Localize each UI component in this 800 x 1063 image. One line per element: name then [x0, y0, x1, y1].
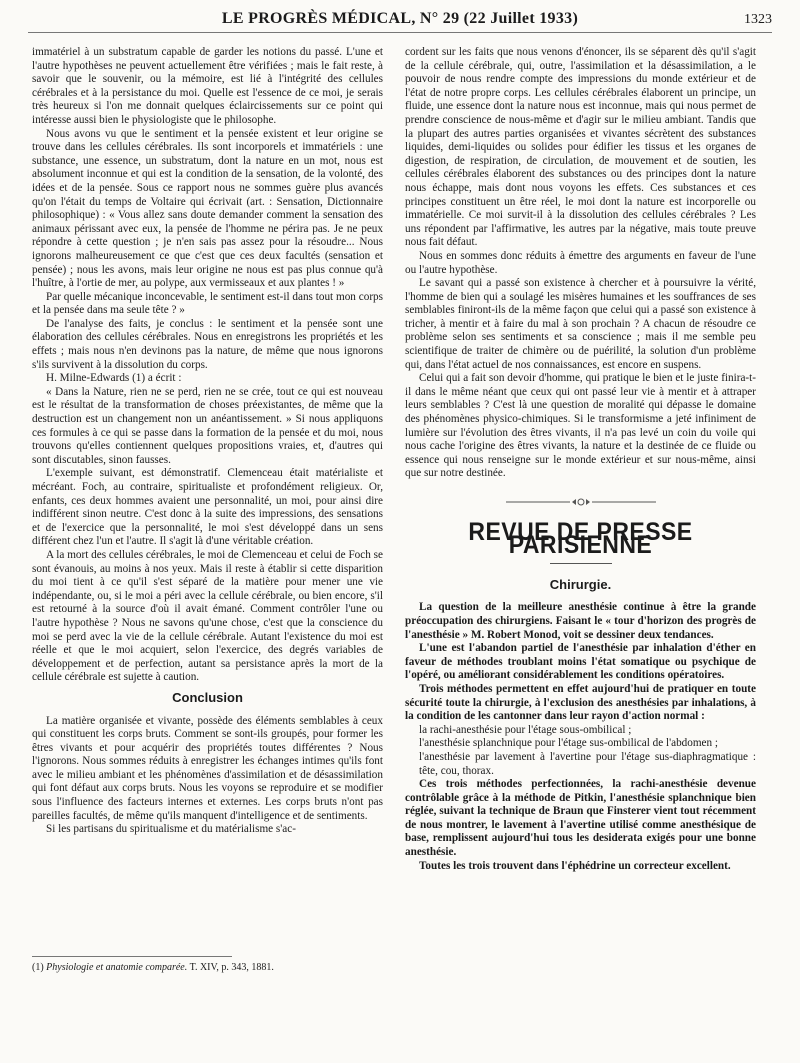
paragraph: L'exemple suivant, est démonstratif. Clemenceau était matérialiste et mécréant. Foch, au contraire, spiritualiste et profondément religieux. Or, enfants, ces deux hommes avaient une personnalité, un moi, pour ainsi dire indifférent sinon neutre. C'est donc à la suite des impressions, des sensations et de l'exercice que la personnalité, le moi s'est développé dans un sens différent chez l'un et l'autre. Il s'agit là d'une véritable création.: [32, 467, 383, 548]
paragraph: Nous avons vu que le sentiment et la pensée existent et leur origine se trouve dans les cellules cérébrales. Ils sont incorporels et immatériels : une substance, une essence, un substratum, dont la nature en un mot, nous est absolument inconnue et qui est la condition de la sensation, de la volonté, des idées et de la pensée. Sous ce rapport nous ne sommes guère plus avancés qu'on l'était du temps de Voltaire qui écrivait (art. : Sensation, Dictionnaire philosophique) : « Vous allez sans doute demander comment la sensation des animaux périssant avec eux, la pensée de l'homme ne périra pas. Je ne peux répondre à cette question ; je n'en sais pas assez pour la résoudre... Nous ignorons malheureusement ce que c'est que ces deux facultés (sensation et pensée) ; nous les avons, mais leur origine ne nous est pas plus connue qu'à l'huître, à l'ortie de mer, au polype, aux vermisseaux et aux plantes ! »: [32, 127, 383, 290]
ornament-divider: [405, 497, 756, 512]
list-item: l'anesthésie par lavement à l'avertine pour l'étage sus-diaphragmatique : tête, cou, thorax.: [419, 750, 756, 777]
paragraph: Nous en sommes donc réduits à émettre des arguments en faveur de l'une ou l'autre hypothèse.: [405, 249, 756, 276]
page-header: [28, 10, 772, 33]
paragraph: Toutes les trois trouvent dans l'éphédrine un correcteur excellent.: [419, 859, 731, 872]
right-column: [405, 46, 756, 873]
page-number: 1323: [744, 12, 772, 27]
ornament-icon: [506, 497, 656, 507]
left-column: [32, 46, 383, 837]
list-item: la rachi-anesthésie pour l'étage sous-ombilical ;: [419, 723, 632, 736]
paragraph: Le savant qui a passé son existence à chercher et à poursuivre la vérité, l'homme de bien qui a soulagé les misères humaines et les souffrances de ses semblables finiront-ils de la même façon que celui qui a passé son existence à tricher, à mentir et à faire du mal à son prochain ? A chacun de résoudre ce problème selon ses sentiments et sa conscience ; mais il me semble peu scientifique de traiter de chimère ou de puérilité, la solution d'un problème qui, dans l'état actuel de nos connaissances, est encore en suspens.: [405, 277, 756, 371]
method-list: [405, 724, 756, 778]
paragraph: La matière organisée et vivante, possède des éléments semblables à ceux qui constituent les corps bruts. Comment se sont-ils groupés, pour former les êtres vivants et pour acquérir des propriétés toutes différentes ? Nous l'ignorons. Nous sommes réduits à enregistrer les échanges intimes qu'ils font avec le milieu ambiant et les phénomènes d'assimilation et de désassimilation qui font défaut aux corps bruts. Nous les voyons se reproduire et se modifier sous l'influence des facteurs internes et externes. Les corps bruts n'ont pas pareilles facultés, de même qu'ils manquent d'intelligence et de sentiments.: [32, 714, 383, 822]
paragraph: Par quelle mécanique inconcevable, le sentiment est-il dans tout mon corps et la pensée dans ma seule tête ? »: [32, 290, 383, 317]
section-rule: [550, 563, 612, 564]
paragraph: A la mort des cellules cérébrales, le moi de Clemenceau et celui de Foch se sont évanouis, au moins à nos yeux. Mais il reste à établir si cette disparition du moi tient à ce qu'il s'est séparé de la matière pour mener une vie indépendante, ou, si le moi a péri avec la cellule cérébrale, ou bien encore, s'il est retourné à la source d'où il avait émané. Comment contrôler l'une ou l'autre hypothèse ? Nous ne savons qu'une chose, c'est que la conscience du moi se perd avec la vie de la cellule cérébrale. Autant l'existence du moi est réelle et que le moi acquiert, selon l'exercice, des degrés variables de développement et de perfection, autant sa persistance après la mort de la cellule cérébrale est sujette à caution.: [32, 548, 383, 684]
section-title: REVUE DE PRESSE PARISIENNE: [468, 517, 693, 560]
footnote-reference: T. XIV, p. 343, 1881.: [189, 962, 274, 973]
paragraph: L'une est l'abandon partiel de l'anesthésie par inhalation d'éther en faveur de méthodes troublant moins l'état somatique ou psychique de l'opéré, ou améliorant considérablement les conditions opératoires.: [405, 642, 756, 682]
journal-title: LE PROGRÈS MÉDICAL, N° 29 (22 Juillet 1933): [221, 10, 579, 27]
paragraph: Celui qui a fait son devoir d'homme, qui pratique le bien et le juste finira-t-il dans le même néant que ceux qui ont passé leur vie à mentir et à attraper leurs semblables ? C'est là une question de moralité qui dépasse le domaine des phénomènes physico-chimiques. Si le transformisme a jeté infiniment de lumière sur l'évolution des êtres vivants, il n'a pas levé un coin du voile qui nous cache l'origine des êtres vivants, la nature et la destinée de ce fluide ou essence qui nous renseigne sur le monde extérieur et sur nous-même, ainsi que sur notre destinée.: [405, 372, 756, 480]
bold-text-block: [405, 778, 756, 873]
footnote: [32, 962, 383, 974]
paragraph: Ces trois méthodes perfectionnées, la rachi-anesthésie devenue contrôlable grâce à la méthode de Pitkin, l'anesthésie splanchnique bien réglée, suivant la technique de Braun que Finsterer vient tout récemment de nous montrer, le lavement à l'avertine utilisé comme anesthésique de base, remplissent aujourd'hui tous les desiderata exigés pour une bonne anesthésie.: [405, 778, 756, 859]
footnote-marker: (1): [32, 962, 44, 973]
bold-text-block: [405, 601, 756, 723]
paragraph: Si les partisans du spiritualisme et du matérialisme s'ac-: [46, 823, 296, 836]
footnote-source: Physiologie et anatomie comparée.: [46, 962, 188, 973]
paragraph: De l'analyse des faits, je conclus : le sentiment et la pensée sont une élaboration des cellules cérébrales. Nous en enregistrons les propriétés et les effets ; mais nous n'en devinons pas la nature, de même que nous ignorons s'ils survivent à la dissolution du corps.: [32, 317, 383, 371]
paragraph: La question de la meilleure anesthésie continue à être la grande préoccupation des chirurgiens. Faisant le « tour d'horizon des progrès de l'anesthésie » M. Robert Monod, voit se dessiner deux tendances.: [405, 601, 756, 641]
footnote-divider: [32, 956, 232, 957]
paragraph: cordent sur les faits que nous venons d'énoncer, ils se séparent dès qu'il s'agit de la cellule cérébrale, qui, outre, l'assimilation et la désassimilation, a le pouvoir de nous rendre compte des impressions du monde extérieur et de l'état de notre propre corps. Les cellules cérébrales élaborent un principe, un fluide, une essence dont la nature nous est inconnue, mais qui nous permet de prendre conscience de nous-même et d'agir sur le milieu ambiant. Tandis que la plupart des autres parties organisées et vivantes sécrètent des substances liquides, demi-liquides ou solides pour édifier les tissus et les organes de digestion, de respiration, de circulation, de mouvement et de soutien, les cellules cérébrales élaborent des substances ou des principes dont la nature nous échappe, mais dont nous voyons les effets. Ces substances et ces principes constituent un être réel, le moi dont la nature est incorporelle ou immatérielle. Ce moi survit-il à la dissolution des cellules cérébrales ? Les uns répondent par l'affirmative, les autres par la négative, mais toute preuve nous fait défaut.: [405, 46, 756, 249]
paragraph: Trois méthodes permettent en effet aujourd'hui de pratiquer en toute sécurité toute la chirurgie, à l'exclusion des anesthésies par inhalations, à la condition de les cantonner dans leur rayon d'action normal :: [405, 682, 756, 723]
conclusion-heading: Conclusion: [172, 689, 243, 705]
paragraph: H. Milne-Edwards (1) a écrit :: [46, 372, 182, 385]
paragraph: « Dans la Nature, rien ne se perd, rien ne se crée, tout ce qui est nouveau est le résultat de la transformation de choses préexistantes, de même que la destruction est un changement non un anéantissement. » Si nous appliquons ces formules à ce qui se passe dans la formation de la pensée et du moi, nous trouvons qu'elles contiennent quelques propositions vraies, et, d'autres qui sont discutables, sinon fausses.: [32, 385, 383, 466]
list-item: l'anesthésie splanchnique pour l'étage sus-ombilical de l'abdomen ;: [419, 737, 719, 750]
subsection-title: Chirurgie.: [549, 576, 612, 592]
paragraph: immatériel à un substratum capable de garder les notions du passé. L'une et l'autre hypothèses ne peuvent actuellement être vérifiées ; mais le fait reste, à savoir que le souvenir, ou la mémoire, est lié à l'intégrité des cellules cérébrales et à la persistance du moi. Quelle est l'essence de ce moi, je serais très heureux si l'on me donnait quelques éclaircissements sur ce point qui intéresse aussi bien le physiologiste que le philosophe.: [32, 46, 383, 126]
